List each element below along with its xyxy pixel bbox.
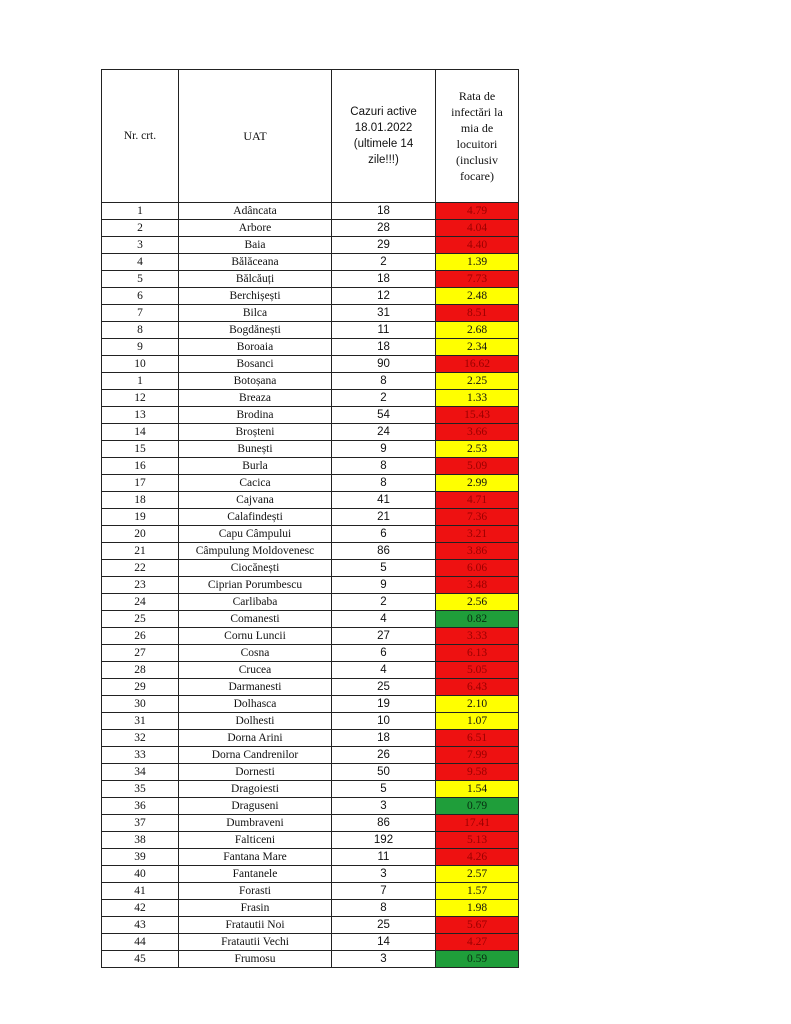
uat-name-cell: Capu Câmpului: [179, 526, 332, 543]
row-number-cell: 34: [102, 764, 179, 781]
row-number-cell: 26: [102, 628, 179, 645]
infection-rate-cell: 6.13: [436, 645, 519, 662]
table-row: [102, 611, 519, 628]
row-number-cell: 45: [102, 951, 179, 968]
uat-name-cell: Dolhasca: [179, 696, 332, 713]
uat-name-cell: Arbore: [179, 220, 332, 237]
active-cases-cell: 8: [332, 475, 436, 492]
infection-rate-cell: 8.51: [436, 305, 519, 322]
table-row: [102, 441, 519, 458]
table-row: [102, 322, 519, 339]
uat-name-cell: Frasin: [179, 900, 332, 917]
row-number-cell: 16: [102, 458, 179, 475]
uat-name-cell: Darmanesti: [179, 679, 332, 696]
table-row: [102, 883, 519, 900]
table-row: [102, 594, 519, 611]
infection-rate-cell: 16.62: [436, 356, 519, 373]
uat-name-cell: Burla: [179, 458, 332, 475]
infection-rate-cell: 2.56: [436, 594, 519, 611]
row-number-cell: 31: [102, 713, 179, 730]
infection-rate-cell: 7.36: [436, 509, 519, 526]
table-row: [102, 288, 519, 305]
uat-name-cell: Ciocănești: [179, 560, 332, 577]
row-number-cell: 41: [102, 883, 179, 900]
row-number-cell: 44: [102, 934, 179, 951]
uat-name-cell: Cornu Luncii: [179, 628, 332, 645]
row-number-cell: 2: [102, 220, 179, 237]
uat-name-cell: Baia: [179, 237, 332, 254]
header-infection-rate: [436, 70, 519, 203]
infection-rate-cell: 4.26: [436, 849, 519, 866]
table-row: [102, 424, 519, 441]
table-row: [102, 866, 519, 883]
active-cases-cell: 18: [332, 271, 436, 288]
row-number-cell: 43: [102, 917, 179, 934]
active-cases-cell: 2: [332, 594, 436, 611]
active-cases-cell: 7: [332, 883, 436, 900]
row-number-cell: 27: [102, 645, 179, 662]
table-row: [102, 407, 519, 424]
infection-rate-cell: 2.10: [436, 696, 519, 713]
uat-name-cell: Broșteni: [179, 424, 332, 441]
infection-rate-cell: 3.21: [436, 526, 519, 543]
table-row: [102, 764, 519, 781]
uat-name-cell: Dragoiesti: [179, 781, 332, 798]
uat-name-cell: Frumosu: [179, 951, 332, 968]
uat-name-cell: Fantana Mare: [179, 849, 332, 866]
active-cases-cell: 21: [332, 509, 436, 526]
active-cases-cell: 18: [332, 730, 436, 747]
uat-name-cell: Crucea: [179, 662, 332, 679]
table-row: [102, 849, 519, 866]
header-active-cases-line: zile!!!): [368, 154, 399, 166]
active-cases-cell: 18: [332, 203, 436, 220]
active-cases-cell: 54: [332, 407, 436, 424]
uat-name-cell: Draguseni: [179, 798, 332, 815]
uat-name-cell: Dolhesti: [179, 713, 332, 730]
uat-name-cell: Cajvana: [179, 492, 332, 509]
header-uat: UAT: [179, 70, 332, 203]
infection-rate-cell: 0.79: [436, 798, 519, 815]
table-row: [102, 356, 519, 373]
active-cases-cell: 12: [332, 288, 436, 305]
infection-rate-cell: 5.05: [436, 662, 519, 679]
table-row: [102, 696, 519, 713]
infection-rate-cell: 2.25: [436, 373, 519, 390]
row-number-cell: 18: [102, 492, 179, 509]
uat-name-cell: Dumbraveni: [179, 815, 332, 832]
active-cases-cell: 8: [332, 373, 436, 390]
infection-rate-cell: 1.33: [436, 390, 519, 407]
infection-rate-cell: 6.43: [436, 679, 519, 696]
uat-name-cell: Dorna Candrenilor: [179, 747, 332, 764]
row-number-cell: 33: [102, 747, 179, 764]
active-cases-cell: 5: [332, 560, 436, 577]
infection-rate-cell: 2.34: [436, 339, 519, 356]
active-cases-cell: 6: [332, 645, 436, 662]
infection-rate-cell: 6.51: [436, 730, 519, 747]
active-cases-cell: 31: [332, 305, 436, 322]
table-row: [102, 339, 519, 356]
infection-rate-cell: 4.40: [436, 237, 519, 254]
table-row: [102, 713, 519, 730]
uat-name-cell: Calafindești: [179, 509, 332, 526]
table-row: [102, 730, 519, 747]
table-row: [102, 305, 519, 322]
uat-name-cell: Bilca: [179, 305, 332, 322]
infection-rate-cell: 4.04: [436, 220, 519, 237]
active-cases-cell: 4: [332, 611, 436, 628]
table-row: [102, 798, 519, 815]
table-row: [102, 560, 519, 577]
row-number-cell: 17: [102, 475, 179, 492]
uat-name-cell: Ciprian Porumbescu: [179, 577, 332, 594]
row-number-cell: 21: [102, 543, 179, 560]
row-number-cell: 30: [102, 696, 179, 713]
infection-rate-cell: 1.98: [436, 900, 519, 917]
uat-name-cell: Bălăceana: [179, 254, 332, 271]
uat-name-cell: Câmpulung Moldovenesc: [179, 543, 332, 560]
infection-rate-cell: 1.57: [436, 883, 519, 900]
active-cases-cell: 192: [332, 832, 436, 849]
active-cases-cell: 9: [332, 441, 436, 458]
infection-rate-cell: 3.66: [436, 424, 519, 441]
active-cases-cell: 3: [332, 951, 436, 968]
table-header-row: [102, 70, 519, 203]
active-cases-cell: 2: [332, 390, 436, 407]
active-cases-cell: 24: [332, 424, 436, 441]
header-active-cases: [332, 70, 436, 203]
infection-rate-cell: 4.71: [436, 492, 519, 509]
active-cases-cell: 18: [332, 339, 436, 356]
infection-rate-cell: 4.27: [436, 934, 519, 951]
row-number-cell: 29: [102, 679, 179, 696]
infection-rate-cell: 3.48: [436, 577, 519, 594]
row-number-cell: 32: [102, 730, 179, 747]
header-active-cases-line: 18.01.2022: [354, 122, 413, 134]
table-row: [102, 543, 519, 560]
active-cases-cell: 4: [332, 662, 436, 679]
table-row: [102, 373, 519, 390]
row-number-cell: 36: [102, 798, 179, 815]
row-number-cell: 28: [102, 662, 179, 679]
infection-rate-cell: 1.07: [436, 713, 519, 730]
infection-rate-cell: 2.57: [436, 866, 519, 883]
active-cases-cell: 26: [332, 747, 436, 764]
active-cases-cell: 5: [332, 781, 436, 798]
infection-rate-cell: 2.68: [436, 322, 519, 339]
table-row: [102, 951, 519, 968]
infection-rate-cell: 3.86: [436, 543, 519, 560]
table-row: [102, 781, 519, 798]
row-number-cell: 23: [102, 577, 179, 594]
infection-rate-cell: 15.43: [436, 407, 519, 424]
active-cases-cell: 28: [332, 220, 436, 237]
table-row: [102, 577, 519, 594]
active-cases-cell: 19: [332, 696, 436, 713]
uat-name-cell: Carlibaba: [179, 594, 332, 611]
active-cases-cell: 50: [332, 764, 436, 781]
row-number-cell: 6: [102, 288, 179, 305]
active-cases-cell: 8: [332, 458, 436, 475]
uat-name-cell: Dorna Arini: [179, 730, 332, 747]
table-row: [102, 203, 519, 220]
uat-name-cell: Bunești: [179, 441, 332, 458]
active-cases-cell: 14: [332, 934, 436, 951]
table-row: [102, 475, 519, 492]
uat-name-cell: Breaza: [179, 390, 332, 407]
infection-rate-cell: 5.13: [436, 832, 519, 849]
table-row: [102, 747, 519, 764]
row-number-cell: 5: [102, 271, 179, 288]
table-row: [102, 458, 519, 475]
row-number-cell: 10: [102, 356, 179, 373]
row-number-cell: 19: [102, 509, 179, 526]
uat-name-cell: Comanesti: [179, 611, 332, 628]
uat-name-cell: Falticeni: [179, 832, 332, 849]
uat-name-cell: Brodina: [179, 407, 332, 424]
row-number-cell: 25: [102, 611, 179, 628]
active-cases-cell: 8: [332, 900, 436, 917]
header-nr-crt: Nr. crt.: [102, 70, 179, 203]
table-row: [102, 934, 519, 951]
table-row: [102, 271, 519, 288]
active-cases-cell: 11: [332, 322, 436, 339]
active-cases-cell: 11: [332, 849, 436, 866]
uat-name-cell: Berchișești: [179, 288, 332, 305]
row-number-cell: 14: [102, 424, 179, 441]
header-infection-rate-line: (inclusiv: [456, 153, 498, 167]
uat-name-cell: Bogdănești: [179, 322, 332, 339]
active-cases-cell: 29: [332, 237, 436, 254]
header-infection-rate-line: mia de: [460, 121, 494, 135]
row-number-cell: 8: [102, 322, 179, 339]
table-row: [102, 815, 519, 832]
uat-name-cell: Fantanele: [179, 866, 332, 883]
infection-rate-cell: 7.73: [436, 271, 519, 288]
table-row: [102, 254, 519, 271]
infection-rate-cell: 2.48: [436, 288, 519, 305]
table-row: [102, 917, 519, 934]
active-cases-cell: 3: [332, 866, 436, 883]
active-cases-cell: 9: [332, 577, 436, 594]
uat-name-cell: Bosanci: [179, 356, 332, 373]
row-number-cell: 1: [102, 203, 179, 220]
table-body: [102, 203, 519, 968]
infection-rate-cell: 2.99: [436, 475, 519, 492]
table-row: [102, 900, 519, 917]
infection-rate-cell: 5.09: [436, 458, 519, 475]
row-number-cell: 39: [102, 849, 179, 866]
active-cases-cell: 6: [332, 526, 436, 543]
row-number-cell: 42: [102, 900, 179, 917]
infection-rate-cell: 0.82: [436, 611, 519, 628]
uat-name-cell: Cosna: [179, 645, 332, 662]
row-number-cell: 3: [102, 237, 179, 254]
infection-rate-cell: 6.06: [436, 560, 519, 577]
table-row: [102, 662, 519, 679]
table-row: [102, 237, 519, 254]
row-number-cell: 13: [102, 407, 179, 424]
table-row: [102, 645, 519, 662]
active-cases-cell: 41: [332, 492, 436, 509]
active-cases-cell: 10: [332, 713, 436, 730]
uat-name-cell: Forasti: [179, 883, 332, 900]
table-row: [102, 526, 519, 543]
row-number-cell: 20: [102, 526, 179, 543]
infection-rate-cell: 1.39: [436, 254, 519, 271]
header-active-cases-line: (ultimele 14: [353, 138, 414, 150]
active-cases-cell: 86: [332, 543, 436, 560]
active-cases-cell: 90: [332, 356, 436, 373]
row-number-cell: 22: [102, 560, 179, 577]
infection-rate-cell: 4.79: [436, 203, 519, 220]
table-row: [102, 509, 519, 526]
header-infection-rate-line: infectări la: [451, 105, 503, 119]
row-number-cell: 1: [102, 373, 179, 390]
row-number-cell: 7: [102, 305, 179, 322]
infection-rate-cell: 3.33: [436, 628, 519, 645]
active-cases-cell: 25: [332, 917, 436, 934]
table-row: [102, 679, 519, 696]
table-row: [102, 832, 519, 849]
table-row: [102, 492, 519, 509]
row-number-cell: 37: [102, 815, 179, 832]
active-cases-cell: 2: [332, 254, 436, 271]
row-number-cell: 4: [102, 254, 179, 271]
uat-name-cell: Fratautii Vechi: [179, 934, 332, 951]
row-number-cell: 35: [102, 781, 179, 798]
header-active-cases-line: Cazuri active: [350, 106, 417, 118]
uat-name-cell: Dornesti: [179, 764, 332, 781]
infection-rate-cell: 1.54: [436, 781, 519, 798]
row-number-cell: 9: [102, 339, 179, 356]
active-cases-cell: 27: [332, 628, 436, 645]
infection-rate-cell: 9.58: [436, 764, 519, 781]
active-cases-cell: 25: [332, 679, 436, 696]
active-cases-cell: 3: [332, 798, 436, 815]
row-number-cell: 40: [102, 866, 179, 883]
uat-infection-table: [101, 69, 519, 968]
uat-name-cell: Cacica: [179, 475, 332, 492]
table-row: [102, 390, 519, 407]
uat-name-cell: Adâncata: [179, 203, 332, 220]
uat-name-cell: Bălcăuți: [179, 271, 332, 288]
header-infection-rate-line: focare): [460, 169, 494, 183]
row-number-cell: 38: [102, 832, 179, 849]
header-infection-rate-line: locuitori: [456, 137, 498, 151]
row-number-cell: 15: [102, 441, 179, 458]
uat-name-cell: Botoșana: [179, 373, 332, 390]
header-infection-rate-line: Rata de: [458, 89, 496, 103]
table-row: [102, 220, 519, 237]
infection-rate-cell: 5.67: [436, 917, 519, 934]
table-row: [102, 628, 519, 645]
active-cases-cell: 86: [332, 815, 436, 832]
uat-name-cell: Boroaia: [179, 339, 332, 356]
infection-rate-cell: 0.59: [436, 951, 519, 968]
infection-rate-cell: 7.99: [436, 747, 519, 764]
infection-rate-cell: 17.41: [436, 815, 519, 832]
uat-name-cell: Fratautii Noi: [179, 917, 332, 934]
row-number-cell: 24: [102, 594, 179, 611]
row-number-cell: 12: [102, 390, 179, 407]
infection-rate-cell: 2.53: [436, 441, 519, 458]
